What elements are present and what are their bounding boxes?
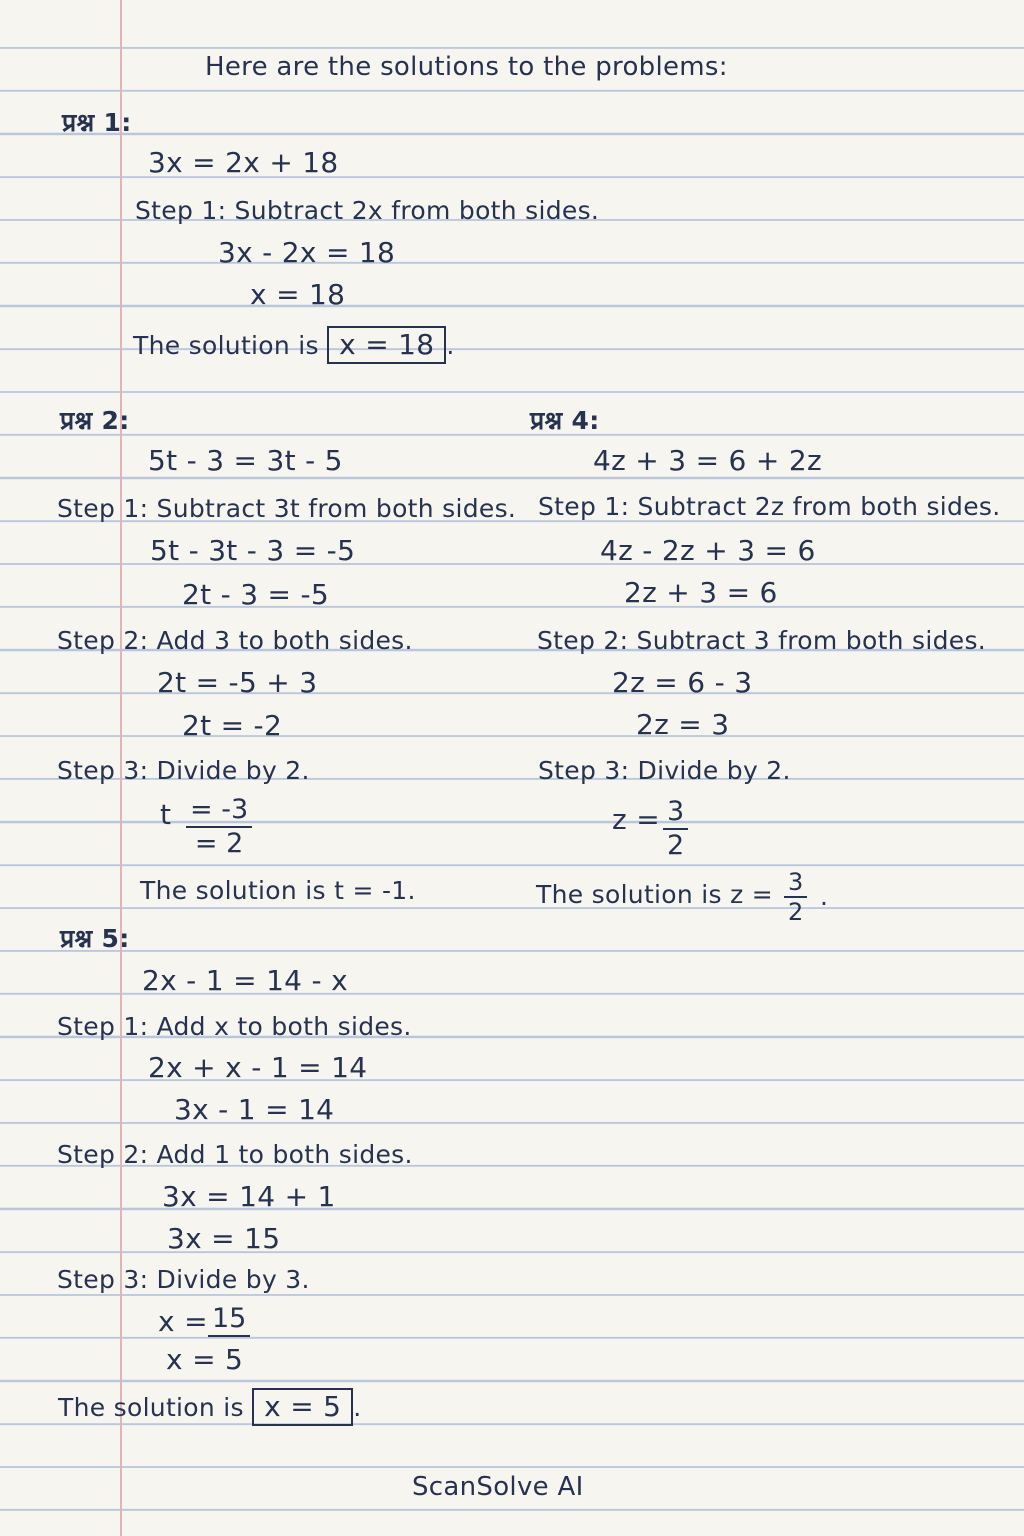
problem-4-step-1-line-2: 2z + 3 = 6 bbox=[624, 576, 778, 609]
problem-4-step-1: Step 1: Subtract 2z from both sides. bbox=[538, 492, 1001, 521]
problem-1-equation: 3x = 2x + 18 bbox=[148, 146, 339, 179]
problem-4-equation: 4z + 3 = 6 + 2z bbox=[593, 444, 822, 477]
period: . bbox=[353, 1393, 362, 1422]
fraction-numerator: 3 bbox=[663, 798, 688, 830]
problem-1-step-1-line-2: x = 18 bbox=[250, 278, 346, 311]
fraction-denominator: = 2 bbox=[194, 828, 244, 859]
problem-4-fraction bbox=[663, 798, 688, 860]
problem-2-step-1-line-2: 2t - 3 = -5 bbox=[182, 578, 329, 611]
problem-4-solution-fraction bbox=[784, 870, 807, 924]
problem-5-step-1: Step 1: Add x to both sides. bbox=[57, 1012, 412, 1041]
problem-4-step-3: Step 3: Divide by 2. bbox=[538, 756, 791, 785]
problem-5-solution bbox=[58, 1388, 362, 1426]
fraction-numerator: = -3 bbox=[186, 796, 252, 828]
problem-2-step-1: Step 1: Subtract 3t from both sides. bbox=[57, 494, 517, 523]
problem-4-step-1-line-1: 4z - 2z + 3 = 6 bbox=[600, 534, 816, 567]
problem-5-step-3: Step 3: Divide by 3. bbox=[57, 1265, 310, 1294]
problem-5-step-2-line-2: 3x = 15 bbox=[167, 1222, 281, 1255]
period: . bbox=[446, 331, 455, 360]
problem-4-step-2: Step 2: Subtract 3 from both sides. bbox=[537, 626, 987, 655]
period: . bbox=[820, 882, 829, 911]
problem-4-step-2-line-2: 2z = 3 bbox=[636, 708, 730, 741]
problem-5-fraction-lhs: x = bbox=[158, 1305, 208, 1338]
problem-1-step-1: Step 1: Subtract 2x from both sides. bbox=[135, 196, 600, 225]
problem-2-step-3: Step 3: Divide by 2. bbox=[57, 756, 310, 785]
problem-2-step-2-line-1: 2t = -5 + 3 bbox=[157, 666, 318, 699]
page-header: Here are the solutions to the problems: bbox=[205, 52, 728, 82]
problem-5-fraction bbox=[208, 1305, 250, 1337]
problem-2-step-1-line-1: 5t - 3t - 3 = -5 bbox=[150, 534, 356, 567]
problem-4-fraction-lhs: z = bbox=[612, 803, 660, 836]
problem-2-fraction bbox=[186, 796, 252, 858]
problem-5-step-2-line-1: 3x = 14 + 1 bbox=[162, 1180, 336, 1213]
problem-5-step-1-line-1: 2x + x - 1 = 14 bbox=[148, 1051, 368, 1084]
boxed-answer: x = 5 bbox=[252, 1388, 353, 1426]
problem-4-heading: प्रश्न 4: bbox=[530, 406, 600, 435]
problem-2-heading: प्रश्न 2: bbox=[60, 406, 130, 435]
problem-2-step-2: Step 2: Add 3 to both sides. bbox=[57, 626, 413, 655]
problem-2-fraction-lhs: t bbox=[160, 798, 172, 831]
problem-1-solution bbox=[133, 326, 455, 364]
problem-5-heading: प्रश्न 5: bbox=[60, 924, 130, 953]
problem-2-step-2-line-2: 2t = -2 bbox=[182, 709, 283, 742]
solution-prefix: The solution is bbox=[133, 331, 319, 360]
solution-prefix: The solution is bbox=[58, 1393, 244, 1422]
problem-2-solution: The solution is t = -1. bbox=[140, 876, 416, 905]
problem-2-equation: 5t - 3 = 3t - 5 bbox=[148, 444, 343, 477]
problem-4-step-2-line-1: 2z = 6 - 3 bbox=[612, 666, 753, 699]
footer-brand: ScanSolve AI bbox=[412, 1472, 584, 1502]
fraction-numerator: 15 bbox=[208, 1305, 250, 1337]
fraction-denominator: 2 bbox=[667, 830, 685, 861]
problem-1-heading: प्रश्न 1: bbox=[62, 108, 132, 137]
problem-5-step-3-line-2: x = 5 bbox=[166, 1343, 244, 1376]
problem-5-step-2: Step 2: Add 1 to both sides. bbox=[57, 1140, 413, 1169]
problem-1-step-1-line-1: 3x - 2x = 18 bbox=[218, 236, 396, 269]
boxed-answer: x = 18 bbox=[327, 326, 446, 364]
fraction-denominator: 2 bbox=[788, 898, 804, 926]
fraction-numerator: 3 bbox=[784, 870, 807, 898]
problem-4-solution-prefix: The solution is z = bbox=[536, 880, 774, 909]
problem-5-step-1-line-2: 3x - 1 = 14 bbox=[174, 1093, 335, 1126]
problem-5-equation: 2x - 1 = 14 - x bbox=[142, 964, 348, 997]
